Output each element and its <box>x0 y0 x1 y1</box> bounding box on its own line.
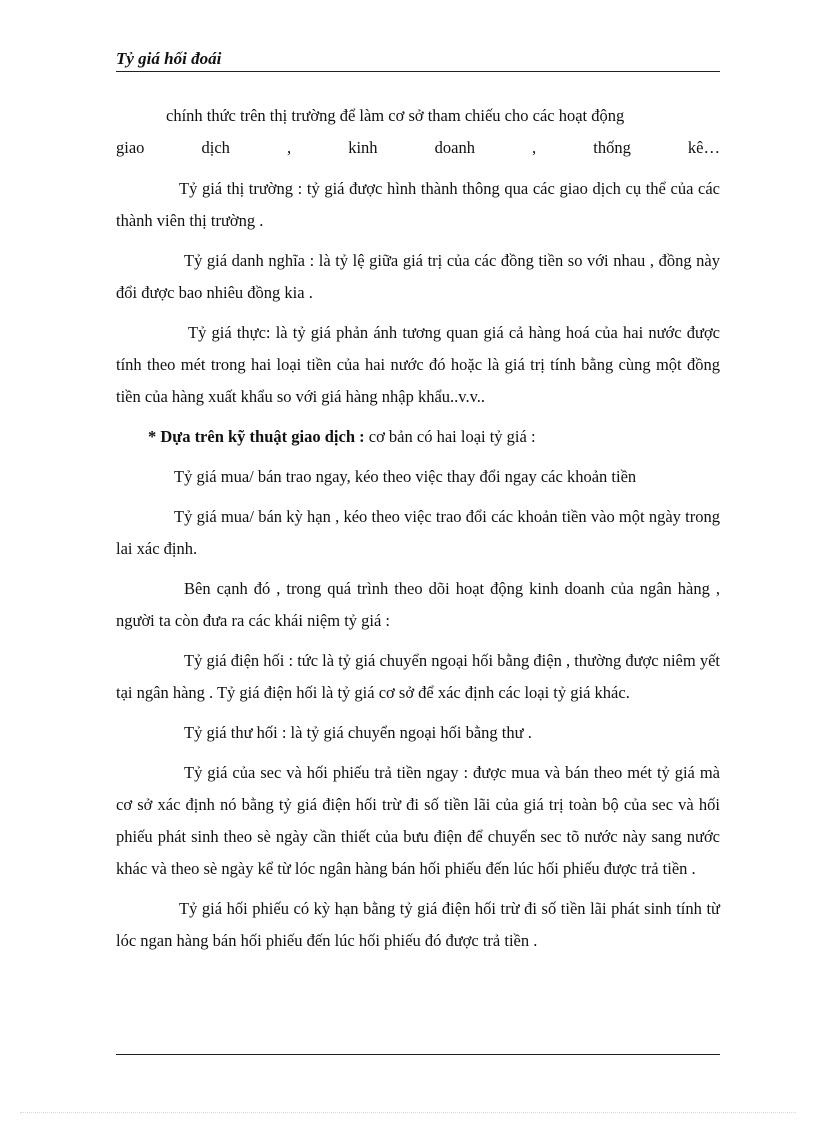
paragraph <box>116 100 720 132</box>
paragraph-text: Tỷ giá hối phiếu có kỳ hạn bằng tỷ giá điện hối trừ đi số tiền lãi phát sinh tính từ lóc ngan hàng bán hối phiếu đến lúc hối phiếu đó được trả tiền . <box>116 899 720 950</box>
paragraph-text: giao dịch , kinh doanh , thống kê… <box>116 138 720 157</box>
paragraph <box>116 717 720 749</box>
paragraph-text: Tỷ giá thị trường : tỷ giá được hình thành thông qua các giao dịch cụ thể của các thành viên thị trường . <box>116 179 720 230</box>
document-body <box>116 100 720 965</box>
paragraph <box>116 645 720 709</box>
paragraph-text: chính thức trên thị trường để làm cơ sở tham chiếu cho các hoạt động <box>166 106 625 125</box>
paragraph <box>116 757 720 885</box>
paragraph <box>116 421 720 453</box>
paragraph <box>116 501 720 565</box>
paragraph-text: Tỷ giá thư hối : là tỷ giá chuyển ngoại hối bằng thư . <box>184 723 532 742</box>
paragraph <box>116 245 720 309</box>
paragraph-text: Tỷ giá danh nghĩa : là tỷ lệ giữa giá trị của các đồng tiền so với nhau , đồng này đổi được bao nhiêu đồng kia . <box>116 251 720 302</box>
paragraph <box>116 132 720 164</box>
page-bottom-edge <box>20 1112 796 1113</box>
paragraph-text: Tỷ giá mua/ bán trao ngay, kéo theo việc thay đổi ngay các khoản tiền <box>174 467 637 486</box>
paragraph <box>116 461 720 493</box>
paragraph-text: Tỷ giá thực: là tỷ giá phản ánh tương quan giá cả hàng hoá của hai nước được tính theo mét trong hai loại tiền của hai nước đó hoặc là giá trị tính bằng cùng một đồng tiền của hàng xuất khẩu so với giá hàng nhập khẩu..v.v.. <box>116 323 720 406</box>
footer-rule <box>116 1054 720 1055</box>
paragraph <box>116 317 720 413</box>
paragraph <box>116 573 720 637</box>
paragraph-text: Tỷ giá điện hối : tức là tỷ giá chuyển ngoại hối bằng điện , thường được niêm yết tại ngân hàng . Tỷ giá điện hối là tỷ giá cơ sở để xác định các loại tỷ giá khác. <box>116 651 720 702</box>
paragraph <box>116 173 720 237</box>
page-header-title: Tỷ giá hối đoái <box>116 48 720 72</box>
paragraph-text: cơ bản có hai loại tỷ giá : <box>364 427 536 446</box>
section-heading: * Dựa trên kỹ thuật giao dịch : <box>148 427 365 446</box>
paragraph-text: Bên cạnh đó , trong quá trình theo dõi hoạt động kinh doanh của ngân hàng , người ta còn đưa ra các khái niệm tỷ giá : <box>116 579 720 630</box>
paragraph-text: Tỷ giá mua/ bán kỳ hạn , kéo theo việc trao đổi các khoản tiền vào một ngày trong lai xác định. <box>116 507 720 558</box>
paragraph <box>116 893 720 957</box>
paragraph-text: Tỷ giá của sec và hối phiếu trả tiền ngay : được mua và bán theo mét tỷ giá mà cơ sở xác định nó bằng tỷ giá điện hối trừ đi số tiền lãi của giá trị toàn bộ của sec và hối phiếu phát sinh theo sè ngày cần thiết của bưu điện để chuyển sec tõ nước này sang nước khác và theo sè ngày kể từ lóc ngân hàng bán hối phiếu đến lúc hối phiếu được trả tiền . <box>116 763 720 878</box>
